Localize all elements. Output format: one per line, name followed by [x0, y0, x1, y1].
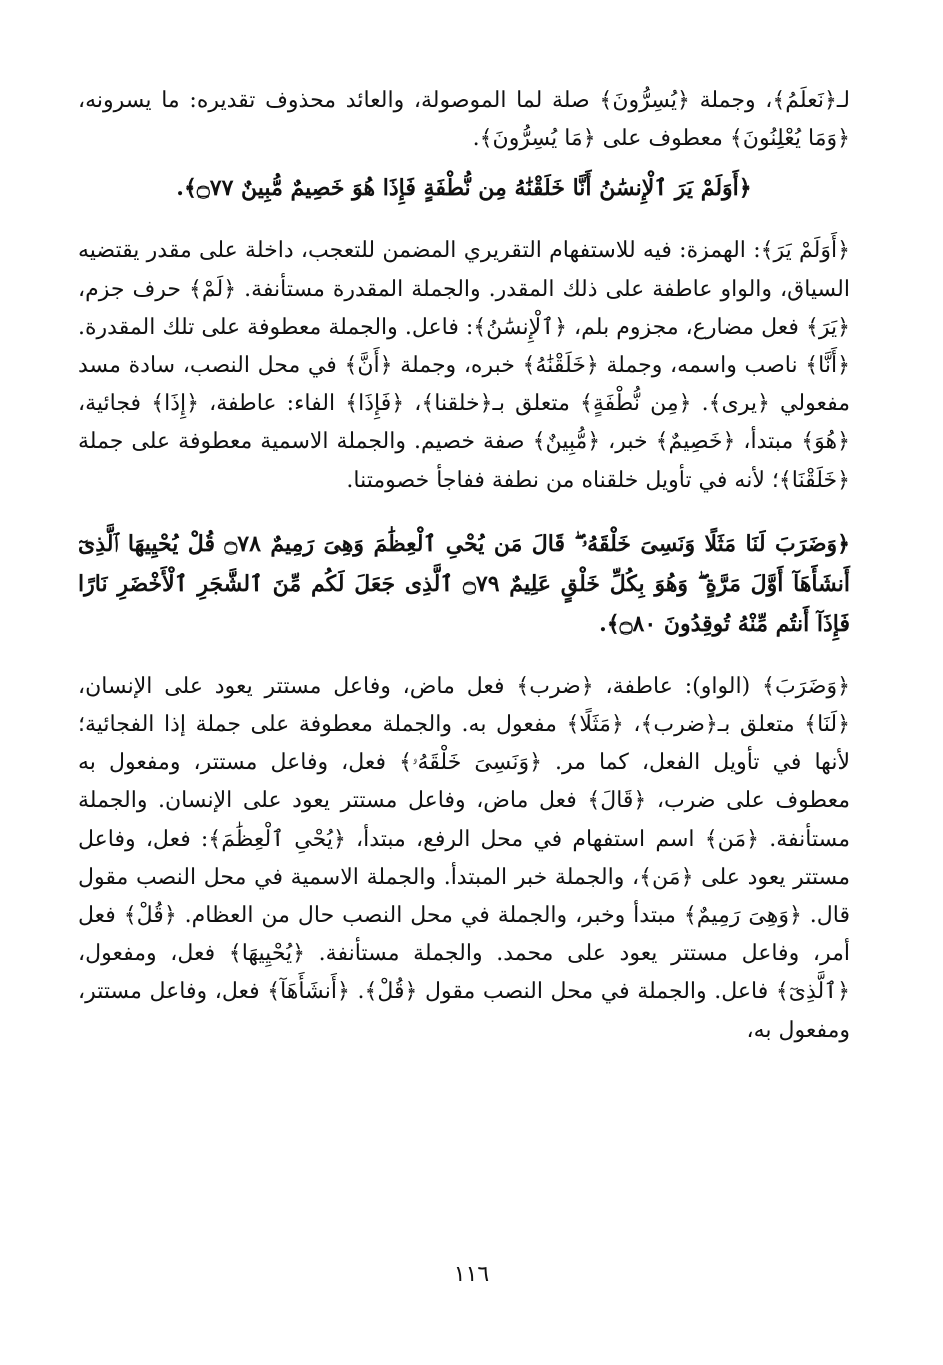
paragraph-intro: لـ﴿نَعلَمُ﴾، وجملة ﴿يُسِرُّونَ﴾ صلة لما الموصولة، والعائد محذوف تقديره: ما يسرونه، ﴿وَمَا يُعْلِنُونَ﴾ معطوف على ﴿مَا يُسِرُّونَ﴾. [78, 88, 850, 152]
page-body [78, 82, 850, 1050]
paragraph-analysis-78: ﴿وَضَرَبَ﴾ (الواو): عاطفة، ﴿ضرب﴾ فعل ماض، وفاعل مستتر يعود على الإنسان، ﴿لَنَا﴾ متعلق بـ﴿ضرب﴾، ﴿مَثَلًا﴾ مفعول به. والجملة معطوفة على جملة إذا الفجائية؛ لأنها في تأويل الفعل، كما مر. ﴿وَنَسِىَ خَلْقَهُۥ﴾ فعل، وفاعل مستتر، ومفعول به معطوف على ضرب، ﴿قَالَ﴾ فعل ماض، وفاعل مستتر يعود على الإنسان. والجملة مستأنفة. ﴿مَن﴾ اسم استفهام في محل الرفع، مبتدأ، ﴿يُحْىِ ٱلْعِظَٰمَ﴾: فعل، وفاعل مستتر يعود على ﴿مَن﴾، والجملة خبر المبتدأ. والجملة الاسمية في محل النصب مقول قال. ﴿وَهِىَ رَمِيمٌ﴾ مبتدأ وخبر، والجملة في محل النصب حال من العظام. ﴿قُلْ﴾ فعل أمر، وفاعل مستتر يعود على محمد. والجملة مستأنفة. ﴿يُحْيِيهَا﴾ فعل، ومفعول، ﴿ٱلَّذِىٓ﴾ فاعل. والجملة في محل النصب مقول ﴿قُلْ﴾. ﴿أَنشَأَهَآ﴾ فعل، وفاعل مستتر، ومفعول به، [78, 673, 850, 1043]
page-number: ١١٦ [453, 1262, 490, 1287]
paragraph-analysis-77: ﴿أَوَلَمْ يَرَ﴾: الهمزة: فيه للاستفهام التقريري المضمن للتعجب، داخلة على مقدر يقتضيه السياق، والواو عاطفة على ذلك المقدر. والجملة المقدرة مستأنفة. ﴿لَمْ﴾ حرف جزم، ﴿يَرَ﴾ فعل مضارع، مجزوم بلم، ﴿ٱلْإِنسَٰنُ﴾: فاعل. والجملة معطوفة على تلك المقدرة. ﴿أَنَّا﴾ ناصب واسمه، وجملة ﴿خَلَقْنَٰهُ﴾ خبره، وجملة ﴿أَنَّ﴾ في محل النصب، سادة مسد مفعولي ﴿يرى﴾. ﴿مِن نُّطْفَةٍ﴾ متعلق بـ﴿خلقنا﴾، ﴿فَإِذَا﴾ الفاء: عاطفة، ﴿إِذَا﴾ فجائية، ﴿هُوَ﴾ مبتدأ، ﴿خَصِيمٌ﴾ خبر، ﴿مُّبِينٌ﴾ صفة خصيم. والجملة الاسمية معطوفة على جملة ﴿خَلَقْنَا﴾؛ لأنه في تأويل خلقناه من نطفة ففاجأ خصومتنا. [78, 238, 850, 493]
quran-verses-78-80: ﴿وَضَرَبَ لَنَا مَثَلًا وَنَسِىَ خَلْقَهُۥ ۖ قَالَ مَن يُحْىِ ٱلْعِظَٰمَ وَهِىَ رَمِيمٌ ۝٧٨ قُلْ يُحْيِيهَا ٱلَّذِىٓ أَنشَأَهَآ أَوَّلَ مَرَّةٍ ۖ وَهُوَ بِكُلِّ خَلْقٍ عَلِيمٌ ۝٧٩ ٱلَّذِى جَعَلَ لَكُم مِّنَ ٱلشَّجَرِ ٱلْأَخْضَرِ نَارًا فَإِذَآ أَنتُم مِّنْهُ تُوقِدُونَ ۝٨٠﴾. [78, 530, 851, 637]
quran-verse-77: ﴿أَوَلَمْ يَرَ ٱلْإِنسَٰنُ أَنَّا خَلَقْنَٰهُ مِن نُّطْفَةٍ فَإِذَا هُوَ خَصِيمٌ مُّبِينٌ ۝٧٧﴾. [176, 175, 752, 202]
